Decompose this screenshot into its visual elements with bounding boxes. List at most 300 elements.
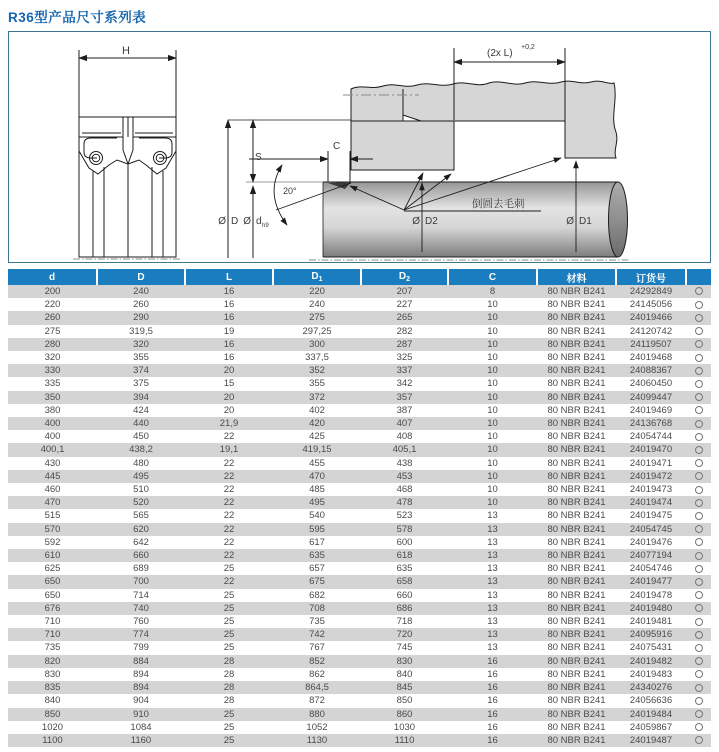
- column-header-D: $D_2$: [361, 269, 448, 285]
- table-cell: 24088367: [629, 365, 673, 377]
- availability-cell: [686, 443, 711, 456]
- table-cell: 24019475: [629, 510, 673, 522]
- table-cell: 438,2: [129, 444, 153, 456]
- table-cell: 16: [223, 299, 235, 311]
- table-cell: 10: [487, 352, 498, 364]
- table-cell: 453: [396, 470, 413, 482]
- table-cell: 297,25: [302, 325, 332, 337]
- table-cell: 24059867: [629, 721, 673, 733]
- table-cell: 24019468: [629, 352, 673, 364]
- table-cell: 24019484: [629, 708, 673, 720]
- availability-cell: [686, 694, 711, 707]
- availability-circle-icon: [695, 684, 703, 692]
- availability-cell: [686, 509, 711, 522]
- table-row: [8, 562, 711, 575]
- table-row: [8, 404, 711, 417]
- availability-circle-icon: [695, 314, 703, 322]
- table-cell: 635: [396, 563, 413, 575]
- dia-D2-symbol: Ø: [412, 216, 420, 227]
- table-cell: 570: [44, 523, 61, 535]
- table-cell: 10: [487, 312, 498, 324]
- table-cell: 478: [396, 497, 413, 509]
- table-cell: 287: [396, 338, 413, 350]
- table-row: [8, 311, 711, 324]
- table-cell: 835: [44, 682, 61, 694]
- table-cell: 25: [223, 708, 235, 720]
- table-cell: 16: [487, 708, 498, 720]
- table-cell: 80 NBR B241: [547, 655, 606, 667]
- table-cell: 24019487: [629, 734, 673, 746]
- table-cell: 22: [223, 576, 235, 588]
- availability-cell: [686, 615, 711, 628]
- table-cell: 80 NBR B241: [547, 550, 606, 562]
- table-cell: 80 NBR B241: [547, 404, 606, 416]
- table-cell: 864,5: [305, 682, 329, 694]
- availability-circle-icon: [695, 420, 703, 428]
- availability-cell: [686, 641, 711, 654]
- table-cell: 80 NBR B241: [547, 589, 606, 601]
- table-cell: 282: [396, 325, 413, 337]
- table-cell: 424: [133, 404, 149, 416]
- table-cell: 13: [487, 563, 498, 575]
- table-row: [8, 443, 711, 456]
- availability-circle-icon: [695, 354, 703, 362]
- table-cell: 24099447: [629, 391, 673, 403]
- availability-circle-icon: [695, 552, 703, 560]
- table-cell: 708: [309, 602, 325, 614]
- table-cell: 357: [396, 391, 413, 403]
- table-cell: 830: [396, 655, 413, 667]
- table-cell: 22: [223, 523, 235, 535]
- table-row: [8, 549, 711, 562]
- table-cell: 10: [487, 338, 498, 350]
- availability-circle-icon: [695, 340, 703, 348]
- table-cell: 220: [309, 286, 325, 297]
- table-cell: 25: [223, 616, 235, 628]
- availability-cell: [686, 417, 711, 430]
- table-cell: 540: [309, 510, 325, 522]
- table-cell: 675: [309, 576, 325, 588]
- availability-cell: [686, 602, 711, 615]
- availability-cell: [686, 628, 711, 641]
- table-cell: 425: [309, 431, 325, 443]
- table-cell: 207: [396, 286, 413, 297]
- shaft-end-cap: [609, 182, 628, 257]
- table-cell: 319,5: [129, 325, 153, 337]
- table-cell: 80 NBR B241: [547, 576, 606, 588]
- table-cell: 405,1: [392, 444, 417, 456]
- table-cell: 455: [309, 457, 325, 469]
- availability-cell: [686, 285, 711, 298]
- table-cell: 676: [44, 602, 61, 614]
- table-cell: 80 NBR B241: [547, 602, 606, 614]
- table-cell: 799: [133, 642, 149, 654]
- table-row: [8, 641, 711, 654]
- table-cell: 10: [487, 418, 498, 430]
- table-cell: 850: [44, 708, 61, 720]
- dimension-series-table: [8, 269, 711, 747]
- table-cell: 24292849: [629, 286, 673, 297]
- table-cell: 686: [396, 602, 413, 614]
- table-cell: 80 NBR B241: [547, 378, 606, 390]
- table-cell: 28: [223, 655, 235, 667]
- table-cell: 25: [223, 589, 235, 601]
- table-cell: 470: [309, 470, 325, 482]
- table-row: [8, 351, 711, 364]
- table-cell: 16: [487, 721, 498, 733]
- table-cell: 22: [223, 550, 235, 562]
- table-cell: 24075431: [629, 642, 673, 654]
- seal-section-view: [73, 50, 182, 259]
- table-cell: 300: [309, 338, 325, 350]
- table-cell: 290: [133, 312, 149, 324]
- dim-label-d: d: [256, 216, 262, 227]
- table-cell: 24077194: [629, 550, 673, 562]
- table-cell: 80 NBR B241: [547, 457, 606, 469]
- availability-circle-icon: [695, 578, 703, 586]
- table-cell: 80 NBR B241: [547, 352, 606, 364]
- column-header-D: $D_1$: [273, 269, 361, 285]
- table-cell: 1160: [130, 734, 152, 746]
- availability-circle-icon: [695, 486, 703, 494]
- table-row: [8, 298, 711, 311]
- table-cell: 19: [223, 325, 235, 337]
- table-cell: 20: [223, 365, 235, 377]
- table-row: [8, 377, 711, 390]
- table-cell: 80 NBR B241: [547, 286, 606, 297]
- dim-label-2xL: (2x L): [487, 48, 513, 59]
- table-cell: 275: [44, 325, 61, 337]
- table-cell: 840: [44, 695, 61, 707]
- table-cell: 80 NBR B241: [547, 695, 606, 707]
- page-title: R36型产品尺寸系列表: [8, 10, 147, 25]
- table-cell: 1052: [306, 721, 328, 733]
- dim-label-S: S: [255, 152, 262, 163]
- availability-cell: [686, 298, 711, 311]
- availability-circle-icon: [695, 538, 703, 546]
- table-cell: 862: [309, 668, 325, 680]
- table-cell: 618: [396, 550, 413, 562]
- table-cell: 485: [309, 484, 325, 496]
- table-cell: 24054745: [629, 523, 673, 535]
- column-header-材料: 材料: [537, 269, 616, 285]
- availability-circle-icon: [695, 327, 703, 335]
- table-cell: 852: [309, 655, 325, 667]
- availability-cell: [686, 589, 711, 602]
- housing-section: [343, 81, 617, 170]
- table-cell: 24019474: [629, 497, 673, 509]
- table-cell: 1030: [393, 721, 416, 733]
- table-row: [8, 668, 711, 681]
- table-cell: 710: [44, 629, 61, 641]
- table-cell: 710: [44, 616, 61, 628]
- table-cell: 342: [396, 378, 413, 390]
- table-cell: 16: [223, 312, 235, 324]
- table-cell: 1020: [41, 721, 64, 733]
- availability-cell: [686, 655, 711, 668]
- table-cell: 10: [487, 325, 498, 337]
- table-cell: 450: [133, 431, 149, 443]
- table-cell: 872: [309, 695, 325, 707]
- table-cell: 80 NBR B241: [547, 299, 606, 311]
- table-cell: 24340276: [629, 682, 673, 694]
- availability-circle-icon: [695, 406, 703, 414]
- availability-cell: [686, 457, 711, 470]
- table-cell: 1110: [394, 734, 415, 746]
- table-cell: 13: [487, 536, 498, 548]
- dim-label-2xL-tolerance: +0,2: [521, 44, 535, 51]
- table-cell: 480: [133, 457, 149, 469]
- dia-d-symbol: Ø: [243, 216, 251, 227]
- table-cell: 720: [396, 629, 413, 641]
- table-cell: 330: [44, 365, 61, 377]
- table-cell: 714: [133, 589, 149, 601]
- table-row: [8, 536, 711, 549]
- table-cell: 1130: [306, 734, 328, 746]
- table-cell: 468: [396, 484, 413, 496]
- table-cell: 650: [44, 589, 61, 601]
- table-cell: 419,15: [302, 444, 332, 456]
- availability-circle-icon: [695, 287, 703, 295]
- table-cell: 578: [396, 523, 413, 535]
- table-cell: 682: [309, 589, 325, 601]
- table-cell: 880: [309, 708, 325, 720]
- dim-label-angle: 20°: [283, 186, 297, 196]
- table-cell: 745: [396, 642, 413, 654]
- availability-circle-icon: [695, 618, 703, 626]
- table-cell: 700: [133, 576, 149, 588]
- table-cell: 260: [44, 312, 61, 324]
- table-cell: 80 NBR B241: [547, 444, 606, 456]
- table-cell: 22: [223, 457, 235, 469]
- availability-circle-icon: [695, 499, 703, 507]
- table-cell: 24119507: [630, 338, 672, 350]
- table-cell: 320: [44, 352, 61, 364]
- table-row: [8, 734, 711, 747]
- table-row: [8, 391, 711, 404]
- column-header-订货号: 订货号: [616, 269, 686, 285]
- table-cell: 80 NBR B241: [547, 616, 606, 628]
- table-cell: 10: [487, 431, 498, 443]
- table-cell: 600: [396, 536, 413, 548]
- table-row: [8, 509, 711, 522]
- table-cell: 25: [223, 642, 235, 654]
- table-row: [8, 523, 711, 536]
- table-cell: 80 NBR B241: [547, 470, 606, 482]
- availability-cell: [686, 470, 711, 483]
- column-header-D: D: [97, 269, 185, 285]
- table-cell: 400,1: [40, 444, 65, 456]
- availability-cell: [686, 721, 711, 734]
- table-row: [8, 602, 711, 615]
- table-cell: 860: [396, 708, 413, 720]
- table-cell: 740: [133, 602, 149, 614]
- dim-label-H: H: [122, 45, 130, 57]
- table-cell: 760: [133, 616, 149, 628]
- table-cell: 10: [487, 391, 498, 403]
- table-cell: 80 NBR B241: [547, 325, 606, 337]
- table-cell: 16: [223, 338, 235, 350]
- table-cell: 325: [396, 352, 413, 364]
- column-header-d: d: [8, 269, 97, 285]
- table-cell: 335: [44, 378, 61, 390]
- availability-circle-icon: [695, 512, 703, 520]
- availability-circle-icon: [695, 301, 703, 309]
- availability-cell: [686, 562, 711, 575]
- table-cell: 20: [223, 391, 235, 403]
- table-cell: 24056636: [629, 695, 673, 707]
- availability-circle-icon: [695, 472, 703, 480]
- table-cell: 718: [396, 616, 413, 628]
- availability-cell: [686, 338, 711, 351]
- table-row: [8, 285, 711, 298]
- table-cell: 515: [44, 510, 61, 522]
- table-row: [8, 575, 711, 588]
- table-cell: 660: [396, 589, 413, 601]
- table-cell: 375: [133, 378, 149, 390]
- table-cell: 22: [223, 470, 235, 482]
- table-cell: 13: [487, 523, 498, 535]
- table-cell: 10: [487, 497, 498, 509]
- table-cell: 24060450: [629, 378, 673, 390]
- table-cell: 200: [44, 286, 61, 297]
- dim-label-C: C: [333, 141, 341, 152]
- table-cell: 20: [223, 404, 235, 416]
- table-cell: 80 NBR B241: [547, 497, 606, 509]
- table-cell: 16: [487, 734, 498, 746]
- availability-circle-icon: [695, 736, 703, 744]
- table-cell: 565: [133, 510, 149, 522]
- column-header-availability: [686, 269, 711, 285]
- table-cell: 840: [396, 668, 413, 680]
- dim-label-D2: D2: [425, 216, 438, 227]
- table-cell: 380: [44, 404, 61, 416]
- table-cell: 80 NBR B241: [547, 418, 606, 430]
- table-cell: 80 NBR B241: [547, 629, 606, 641]
- table-cell: 400: [44, 431, 61, 443]
- table-cell: 610: [44, 550, 61, 562]
- table-cell: 355: [133, 352, 149, 364]
- table-cell: 16: [487, 655, 498, 667]
- availability-cell: [686, 364, 711, 377]
- availability-cell: [686, 496, 711, 509]
- availability-cell: [686, 311, 711, 324]
- availability-cell: [686, 351, 711, 364]
- table-cell: 460: [44, 484, 61, 496]
- table-cell: 337,5: [305, 352, 329, 364]
- availability-circle-icon: [695, 433, 703, 441]
- table-cell: 440: [133, 418, 149, 430]
- table-cell: 355: [309, 378, 325, 390]
- column-header-C: C: [448, 269, 537, 285]
- table-cell: 24019472: [629, 470, 673, 482]
- availability-circle-icon: [695, 657, 703, 665]
- table-cell: 742: [309, 629, 325, 641]
- column-header-L: L: [185, 269, 273, 285]
- availability-cell: [686, 708, 711, 721]
- availability-cell: [686, 430, 711, 443]
- availability-cell: [686, 377, 711, 390]
- table-cell: 438: [396, 457, 413, 469]
- table-cell: 320: [133, 338, 149, 350]
- table-cell: 625: [44, 563, 61, 575]
- table-cell: 10: [487, 484, 498, 496]
- table-cell: 24019470: [629, 444, 673, 456]
- table-cell: 10: [487, 444, 498, 456]
- availability-circle-icon: [695, 631, 703, 639]
- table-cell: 16: [487, 695, 498, 707]
- table-cell: 24019481: [629, 616, 673, 628]
- table-cell: 767: [309, 642, 325, 654]
- table-header: [8, 269, 711, 285]
- table-cell: 13: [487, 510, 498, 522]
- table-cell: 523: [396, 510, 413, 522]
- table-cell: 13: [487, 616, 498, 628]
- table-cell: 25: [223, 629, 235, 641]
- table-cell: 10: [487, 365, 498, 377]
- table-cell: 617: [309, 536, 325, 548]
- table-cell: 445: [44, 470, 61, 482]
- table-cell: 24019466: [629, 312, 673, 324]
- table-cell: 402: [309, 404, 325, 416]
- availability-circle-icon: [695, 367, 703, 375]
- deburr-note: 倒圆去毛刺: [472, 198, 525, 210]
- table-cell: 28: [223, 668, 235, 680]
- table-cell: 910: [133, 708, 149, 720]
- table-row: [8, 338, 711, 351]
- table-cell: 24019473: [629, 484, 673, 496]
- availability-cell: [686, 483, 711, 496]
- table-cell: 16: [487, 682, 498, 694]
- table-cell: 24136768: [629, 418, 673, 430]
- table-cell: 24120742: [629, 325, 673, 337]
- table-cell: 24019482: [629, 655, 673, 667]
- table-cell: 1084: [130, 721, 152, 733]
- table-cell: 80 NBR B241: [547, 365, 606, 377]
- table-cell: 420: [309, 418, 325, 430]
- seal-cross-section-drawing: [9, 32, 710, 262]
- table-row: [8, 589, 711, 602]
- availability-circle-icon: [695, 710, 703, 718]
- technical-drawing-panel: [8, 31, 711, 263]
- table-cell: 337: [396, 365, 413, 377]
- availability-cell: [686, 404, 711, 417]
- table-cell: 80 NBR B241: [547, 536, 606, 548]
- table-cell: 28: [223, 682, 235, 694]
- table-cell: 495: [309, 497, 325, 509]
- table-cell: 350: [44, 391, 61, 403]
- table-cell: 13: [487, 602, 498, 614]
- availability-circle-icon: [695, 565, 703, 573]
- availability-circle-icon: [695, 393, 703, 401]
- availability-circle-icon: [695, 591, 703, 599]
- table-row: [8, 694, 711, 707]
- table-cell: 80 NBR B241: [547, 682, 606, 694]
- table-cell: 24054746: [629, 563, 673, 575]
- table-cell: 658: [396, 576, 413, 588]
- table-cell: 24145056: [629, 299, 673, 311]
- table-cell: 735: [44, 642, 61, 654]
- table-cell: 275: [309, 312, 325, 324]
- table-cell: 24019476: [629, 536, 673, 548]
- table-cell: 13: [487, 629, 498, 641]
- availability-cell: [686, 734, 711, 747]
- table-cell: 24054744: [629, 431, 673, 443]
- table-row: [8, 457, 711, 470]
- table-cell: 240: [133, 286, 149, 297]
- table-cell: 80 NBR B241: [547, 391, 606, 403]
- table-cell: 352: [309, 365, 325, 377]
